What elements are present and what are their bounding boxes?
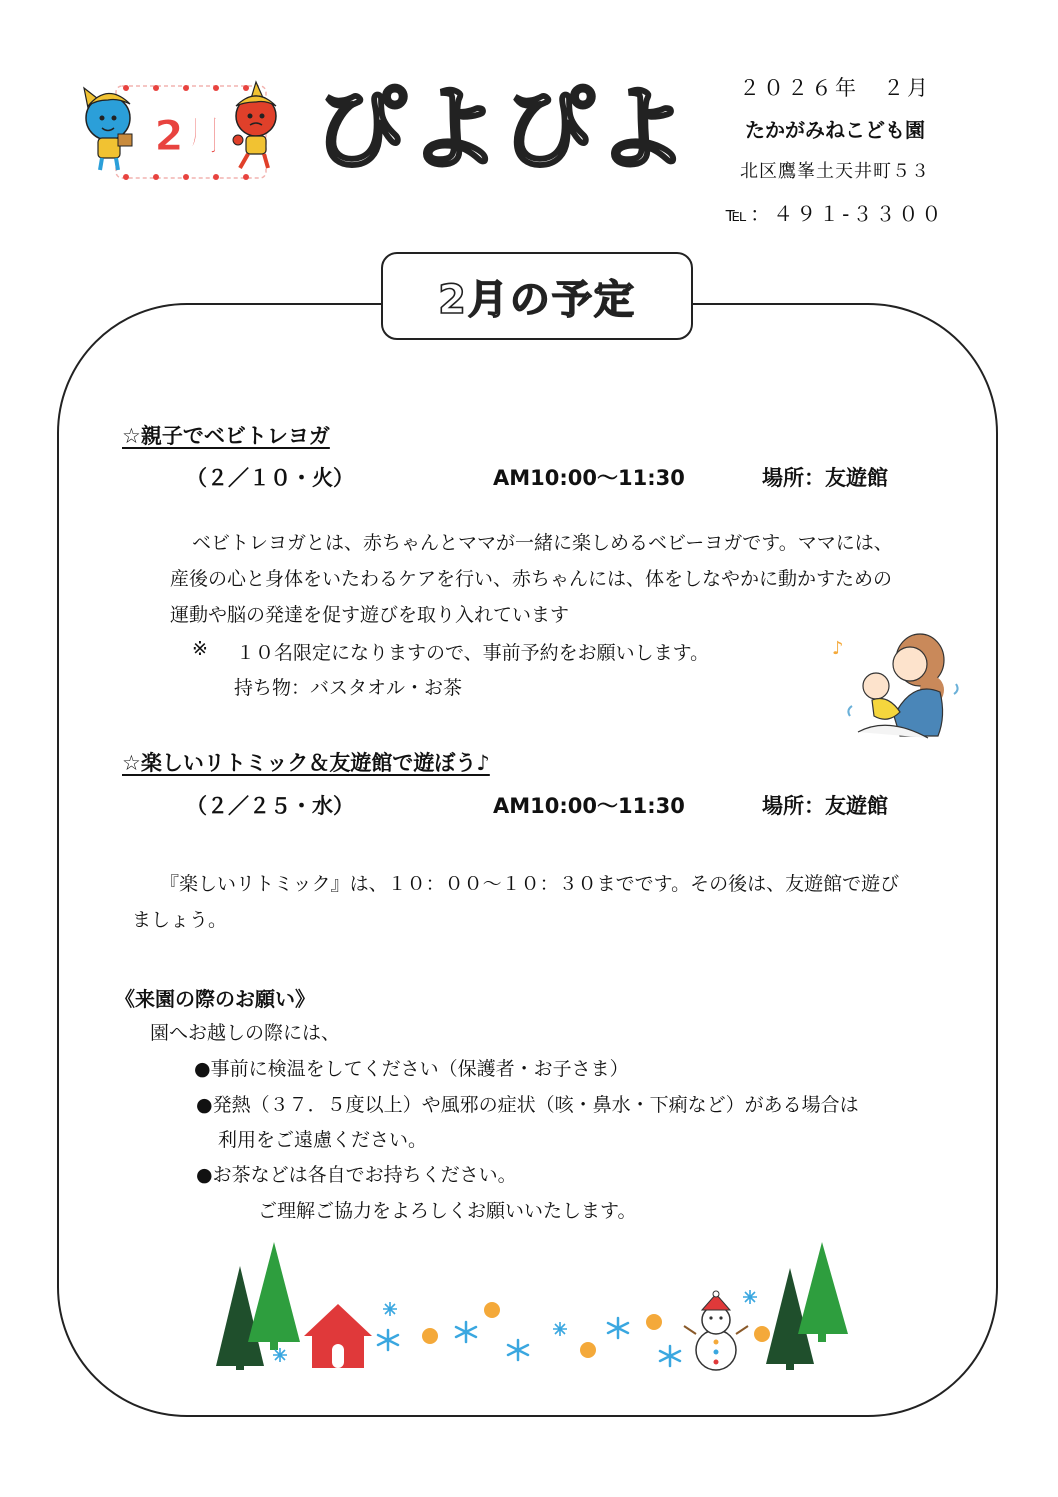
house-icon — [304, 1304, 372, 1368]
event2-date: （２／２５・水） — [186, 794, 354, 818]
event1-time: AM10:00～11:30 — [493, 466, 685, 490]
school-address: 北区鷹峯土天井町５３ — [740, 161, 930, 182]
desc-line: 『楽しいリトミック』は、１０：００～１０：３０までです。その後は、友遊館で遊び — [160, 873, 900, 895]
event1-description — [170, 525, 1000, 633]
month-badge — [78, 78, 278, 188]
event2-place: 場所：友遊館 — [762, 794, 888, 818]
school-name: たかがみねこども園 — [745, 118, 925, 142]
tree-icon — [248, 1242, 300, 1350]
request-item: 利用をご遠慮ください。 — [218, 1129, 428, 1151]
request-item: ●お茶などは各自でお持ちください。 — [196, 1164, 517, 1186]
requests-closing: ご理解ご協力をよろしくお願いいたします。 — [258, 1200, 637, 1222]
event2-description — [132, 866, 1002, 938]
snowman-icon — [684, 1291, 748, 1370]
mother-baby-illustration — [828, 620, 968, 750]
desc-line: ベビトレヨガとは、赤ちゃんとママが一緒に楽しめるベビーヨガです。ママには、 — [192, 532, 893, 554]
school-phone: ℡：４９１-３３００ — [725, 202, 945, 226]
event2-title: ☆楽しいリトミック＆友遊館で遊ぼう♪ — [122, 751, 490, 775]
event1-note: １０名限定になりますので、事前予約をお願いします。 — [236, 642, 710, 664]
newsletter-title: ぴよぴよ — [314, 76, 691, 183]
badge-text: 2月 — [154, 111, 226, 160]
event1-title: ☆親子でベビトレヨガ — [122, 424, 330, 448]
requests-title: 《来園の際のお願い》 — [115, 987, 315, 1011]
desc-line: 産後の心と身体をいたわるケアを行い、赤ちゃんには、体をしなやかに動かすための — [170, 568, 893, 590]
schedule-heading: 2月の予定 — [381, 252, 693, 340]
note-mark: ※ — [192, 638, 208, 660]
winter-decoration — [208, 1238, 858, 1378]
issue-date: ２０２６年 ２月 — [739, 76, 931, 100]
request-item: ●発熱（３７．５度以上）や風邪の症状（咳・鼻水・下痢など）がある場合は — [196, 1094, 859, 1116]
event1-date: （２／１０・火） — [186, 466, 354, 490]
requests-intro: 園へお越しの際には、 — [150, 1022, 341, 1044]
desc-line: 運動や脳の発達を促す遊びを取り入れています — [170, 604, 570, 626]
snowflake-icon — [378, 1318, 680, 1366]
music-note-icon: ♪ — [832, 638, 844, 659]
request-item: ●事前に検温をしてください（保護者・お子さま） — [194, 1058, 629, 1080]
event1-place: 場所：友遊館 — [762, 466, 888, 490]
red-oni-icon — [233, 82, 276, 168]
blue-oni-icon — [84, 88, 132, 170]
tree-icon — [798, 1242, 848, 1342]
desc-line: ましょう。 — [132, 909, 228, 931]
event2-time: AM10:00～11:30 — [493, 794, 685, 818]
event1-items: 持ち物：バスタオル・お茶 — [234, 677, 463, 699]
